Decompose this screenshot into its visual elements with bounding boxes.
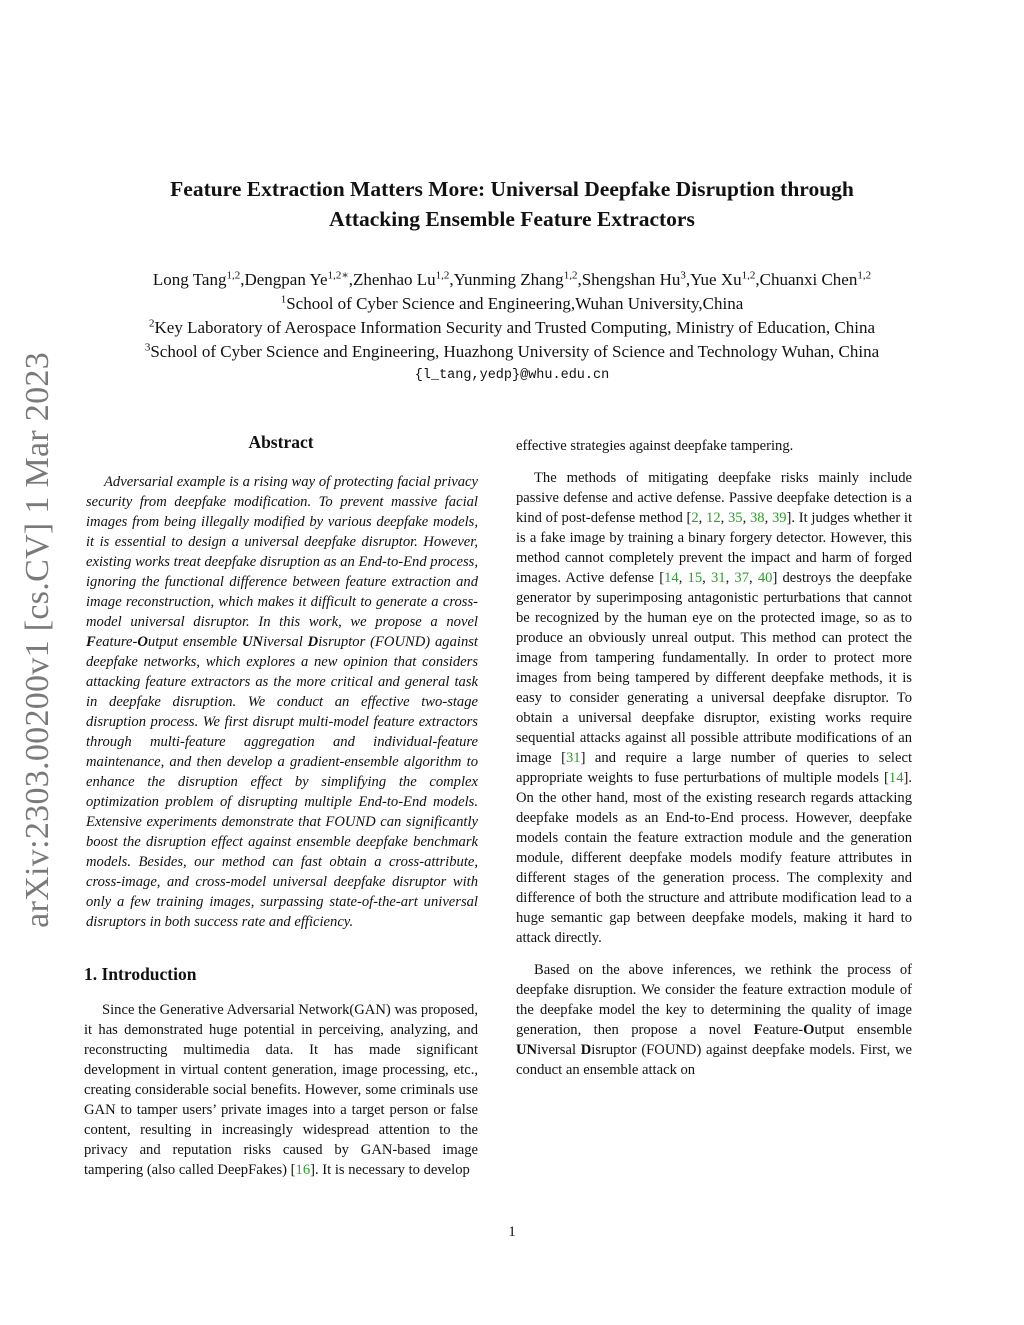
bold-initial: O — [137, 634, 148, 650]
text-run: , — [742, 510, 750, 526]
text-run: The methods of mitigating deepfake risks mainly include passive defense and active defense. Passive deepfake detection is a kind of post-defense method [ — [516, 470, 912, 526]
affiliation-line — [80, 292, 944, 316]
author-name: Yue Xu — [690, 270, 742, 289]
text-run: utput ensemble — [814, 1022, 912, 1038]
arxiv-identifier — [8, 352, 68, 928]
text-run: , — [749, 570, 758, 586]
intro-paragraph-1-continued — [516, 436, 912, 456]
text-run: iversal — [263, 634, 308, 650]
citation-link[interactable]: 16 — [295, 1162, 311, 1178]
citation-link[interactable]: 31 — [710, 570, 726, 586]
bold-initial: UN — [241, 634, 264, 650]
author-list: Long Tang$^{1,2}$,Dengpan $Ye^{1,2∗},Zhenhao$ Lu$^{1,2}$,Yunming Zhang$^{1,2}$,Shengshan Hu$^3$,Yue Xu$^{1,2}$,Chuanxi Chen$^{1,2}$ — [152, 269, 872, 289]
affiliation-list — [80, 292, 944, 364]
author-email: {l_tang,yedp}@whu.edu.cn — [414, 368, 610, 383]
citation-link[interactable]: 40 — [757, 570, 773, 586]
citation-link[interactable]: 14 — [888, 770, 904, 786]
author-name: Chuanxi Chen — [759, 270, 858, 289]
affiliation-text: School of Cyber Science and Engineering, Huazhong University of Science and Technology Wuhan, China — [150, 342, 880, 361]
page-number: 1 — [508, 1224, 516, 1240]
text-run: , — [725, 570, 735, 586]
text-run: iversal — [537, 1042, 581, 1058]
intro-paragraph-1 — [84, 1000, 478, 1180]
text-run: , — [698, 510, 707, 526]
affiliation-mark: 1 — [280, 293, 287, 306]
citation-link[interactable]: 31 — [566, 750, 581, 766]
author-name: Shengshan Hu — [581, 270, 681, 289]
title-line-1: Feature Extraction Matters More: Universal Deepfake Disruption through — [170, 177, 854, 201]
text-run: utput ensemble — [147, 634, 242, 650]
text-run: eature- — [762, 1022, 804, 1038]
affiliation-mark: 3 — [144, 341, 151, 354]
arxiv-id-text: arXiv:2303.00200v1 [cs.CV] 1 Mar 2023 — [19, 352, 56, 928]
text-run: Based on the above inferences, we rethink the process of deepfake disruption. We consider the feature extraction module of the deepfake model the key to determining the quality of image generation, then propose a novel — [516, 962, 912, 1038]
bold-initial: O — [803, 1022, 815, 1038]
citation-link[interactable]: 35 — [728, 510, 743, 526]
text-run: , — [678, 570, 688, 586]
text-run: isruptor (FOUND) against deepfake networks, which explores a new opinion that considers attacking feature extractors as the more critical and general task in deepfake disruption. We conduct an effective two-stage disruption process. We first disrupt multi-model feature extractors through multi-feature aggregation and individual-feature maintenance, and then develop a gradient-ensemble algorithm to enhance the disruption effect by simplifying the complex optimization problem of disrupting multiple End-to-End models. Extensive experiments demonstrate that FOUND can significantly boost the disruption effect against ensemble deepfake benchmark models. Besides, our method can fast obtain a cross-attribute, cross-image, and cross-model universal deepfake disruptor with only a few training images, surpassing state-of-the-art universal disruptors in both success rate and efficiency. — [86, 634, 478, 930]
author-block — [80, 268, 944, 388]
citation-link[interactable]: 38 — [749, 510, 765, 526]
left-column — [84, 432, 478, 1180]
paper-title — [80, 174, 944, 234]
author-name: Dengpan Ye — [244, 270, 328, 289]
text-run: ] destroys the deepfake generator by superimposing antagonistic perturbations that cannot be recognized by the human eye on the protected image, so as to produce an obviously unreal output. This method can protect the image from tampering fundamentally. In order to protect more images from being tampered by different deepfake methods, it is easy to consider generating a universal deepfake disruptor. To obtain a universal deepfake disruptor, existing works require sequential attacks against all possible attribute modifications of an image [ — [516, 570, 913, 766]
text-run: , — [764, 510, 772, 526]
introduction-heading: 1. Introduction — [84, 964, 197, 984]
text-run: Adversarial example is a rising way of protecting facial privacy security from deepfake modification. To prevent massive facial images from being illegally modified by various deepfake models, it is essential to design a universal deepfake disruptor. However, existing works treat deepfake disruption as an End-to-End process, ignoring the functional difference between feature extraction and image reconstruction, which makes it difficult to generate a cross-model universal disruptor. In this work, we propose a novel — [86, 474, 478, 630]
author-affiliation-mark: 3 — [680, 269, 686, 282]
citation-link[interactable]: 2 — [691, 510, 699, 526]
author-name: Long Tang — [152, 270, 227, 289]
author-affiliation-mark: 1,2 — [226, 269, 241, 282]
text-run: , — [702, 570, 711, 586]
affiliation-text: School of Cyber Science and Engineering,Wuhan University,China — [286, 294, 744, 313]
author-affiliation-mark: 1,2 — [857, 269, 872, 282]
author-affiliation-mark: 1,2 — [435, 269, 450, 282]
affiliation-mark: 2 — [149, 317, 155, 330]
text-run: ]. On the other hand, most of the existing research regards attacking deepfake models as an End-to-End process. However, deepfake models contain the feature extraction module and the generation module, different deepfake models modify feature attributes in different stages of the generation process. The complexity and difference of both the structure and attribute modification lead to a huge semantic gap between deepfake models, making it hard to attack directly. — [516, 770, 912, 946]
right-column — [516, 436, 912, 1080]
citation-link[interactable]: 12 — [706, 510, 721, 526]
text-run: isruptor (FOUND) against deepfake models. First, we conduct an ensemble attack on — [516, 1042, 912, 1078]
text-run: ]. It judges whether it is a fake image by training a binary forgery detector. However, this method cannot completely prevent the impact and harm of forged images. Active defense [ — [516, 510, 913, 586]
bold-initial: D — [580, 1042, 592, 1058]
bold-initial: F — [86, 634, 96, 650]
bold-initial: F — [753, 1022, 763, 1038]
bold-initial: D — [307, 634, 319, 650]
citation-link[interactable]: 15 — [687, 570, 703, 586]
text-run: Since the Generative Adversarial Network(GAN) was proposed, it has demonstrated huge potential in perceiving, analyzing, and reconstructing multimedia data. It has made significant development in virtual content generation, image processing, etc., creating considerable social benefits. However, some criminals use GAN to tamper users’ private images into a target person or false content, resulting in increasingly widespread attention to the privacy and reputation risks caused by GAN-based image tampering (also called DeepFakes) [ — [84, 1002, 478, 1178]
author-affiliation-mark: 1,2∗ — [327, 269, 349, 282]
text-run: ]. It is necessary to develop — [310, 1162, 470, 1178]
affiliation-text: Key Laboratory of Aerospace Information Security and Trusted Computing, Ministry of Education, China — [154, 318, 875, 337]
intro-paragraph-2 — [516, 468, 912, 948]
author-name: Zhenhao Lu — [353, 270, 436, 289]
abstract-text — [84, 472, 478, 932]
text-run: , — [720, 510, 728, 526]
affiliation-line — [80, 340, 944, 364]
text-run: effective strategies against deepfake tampering. — [516, 438, 794, 454]
text-run: eature- — [95, 634, 138, 650]
bold-initial: UN — [516, 1042, 538, 1058]
text-run: ] and require a large number of queries to select appropriate weights to fuse perturbations of multiple models [ — [516, 750, 912, 786]
abstract-heading: Abstract — [248, 432, 314, 452]
title-line-2: Attacking Ensemble Feature Extractors — [329, 207, 695, 231]
author-affiliation-mark: 1,2 — [741, 269, 756, 282]
citation-link[interactable]: 39 — [771, 510, 787, 526]
author-name: Yunming Zhang — [453, 270, 564, 289]
intro-paragraph-3 — [516, 960, 912, 1080]
author-affiliation-mark: 1,2 — [563, 269, 578, 282]
citation-link[interactable]: 14 — [664, 570, 679, 586]
citation-link[interactable]: 37 — [734, 570, 749, 586]
affiliation-line — [80, 316, 944, 340]
